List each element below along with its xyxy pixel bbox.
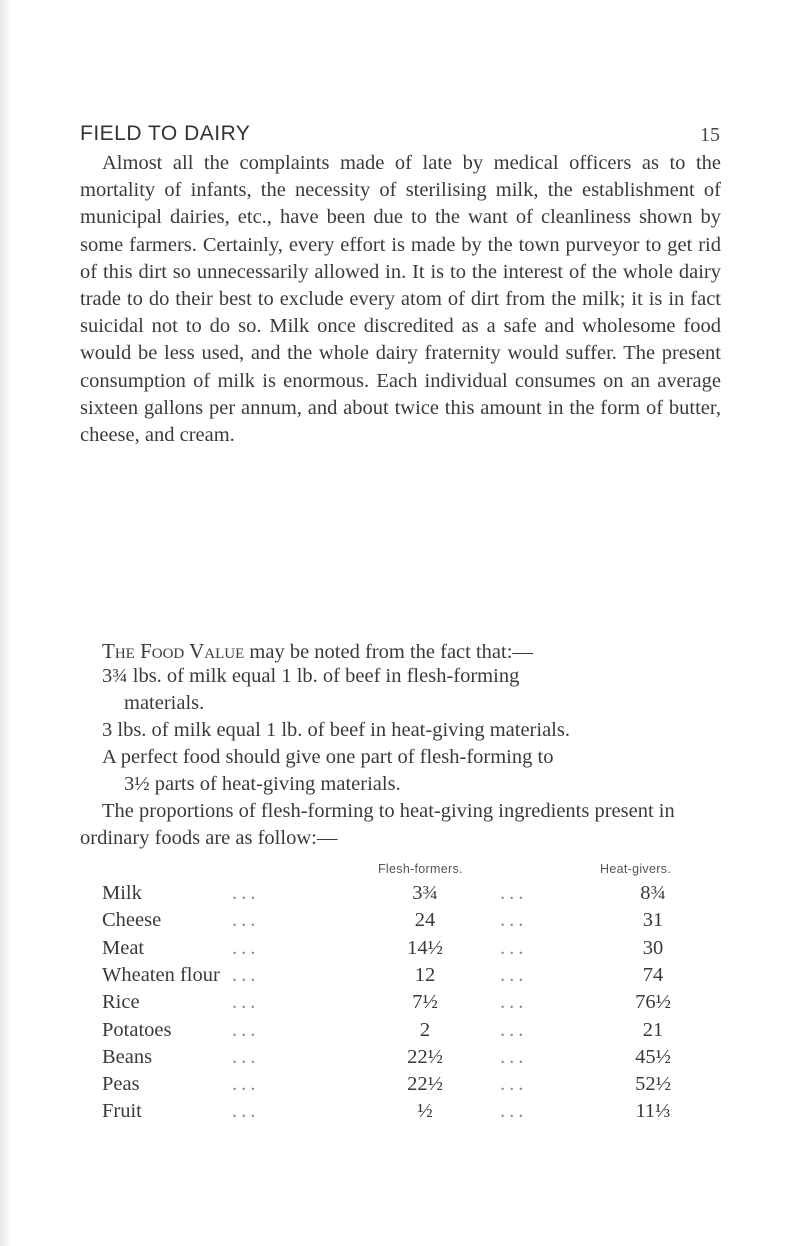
fact-item bbox=[102, 717, 722, 744]
leader-dots: ... bbox=[500, 1045, 528, 1068]
heat-givers-value: 21 bbox=[642, 1018, 664, 1041]
food-name: Meat bbox=[102, 936, 145, 959]
heat-givers-value: 8¾ bbox=[640, 882, 666, 904]
heat-givers-value: 30 bbox=[642, 936, 664, 959]
proportions-text: The proportions of flesh-forming to heat-giving ingredients present in ordinary foods are as follow:— bbox=[80, 800, 675, 849]
table-row bbox=[0, 937, 800, 965]
heat-givers-value: 11⅓ bbox=[635, 1100, 671, 1123]
fact-item bbox=[102, 663, 722, 717]
leader-dots: ... bbox=[232, 963, 260, 986]
table-row bbox=[0, 964, 800, 992]
flesh-formers-header: Flesh-formers. bbox=[378, 862, 463, 876]
fact-line: 3 lbs. of milk equal 1 lb. of beef in heat-giving materials. bbox=[102, 719, 570, 741]
flesh-formers-value: 2 bbox=[419, 1018, 431, 1041]
leader-dots: ... bbox=[232, 936, 260, 959]
leader-dots: ... bbox=[232, 1100, 260, 1123]
flesh-formers-value: 22½ bbox=[407, 1073, 443, 1096]
table-row bbox=[0, 1046, 800, 1074]
fact-line-continued: materials. bbox=[124, 692, 205, 714]
food-value-intro bbox=[102, 639, 722, 664]
food-name: Rice bbox=[102, 991, 140, 1014]
leader-dots: ... bbox=[232, 1045, 260, 1068]
fact-line-continued: 3½ parts of heat-giving materials. bbox=[124, 773, 401, 795]
food-name: Milk bbox=[102, 882, 142, 904]
table-header-row bbox=[0, 862, 800, 882]
heat-givers-value: 45½ bbox=[635, 1045, 671, 1068]
flesh-formers-value: ½ bbox=[417, 1100, 433, 1123]
table-row bbox=[0, 1073, 800, 1101]
food-name: Cheese bbox=[102, 909, 162, 932]
food-name: Peas bbox=[102, 1073, 140, 1096]
leader-dots: ... bbox=[500, 936, 528, 959]
leader-dots: ... bbox=[232, 909, 260, 932]
food-name: Potatoes bbox=[102, 1018, 172, 1041]
leader-dots: ... bbox=[500, 909, 528, 932]
leader-dots: ... bbox=[500, 991, 528, 1014]
heat-givers-header: Heat-givers. bbox=[600, 862, 671, 876]
page-number: 15 bbox=[700, 124, 720, 146]
flesh-formers-value: 7½ bbox=[412, 991, 438, 1014]
leader-dots: ... bbox=[500, 1018, 528, 1041]
heat-givers-value: 31 bbox=[642, 909, 664, 932]
running-head: FIELD TO DAIRY bbox=[80, 122, 251, 145]
leader-dots: ... bbox=[500, 1073, 528, 1096]
food-value-heading: The Food Value bbox=[102, 639, 245, 663]
body-paragraph bbox=[80, 150, 721, 449]
leader-dots: ... bbox=[232, 1073, 260, 1096]
flesh-formers-value: 14½ bbox=[407, 936, 443, 959]
table-row bbox=[0, 991, 800, 1019]
table-row bbox=[0, 882, 800, 910]
leader-dots: ... bbox=[232, 882, 260, 904]
heat-givers-value: 74 bbox=[642, 963, 664, 986]
leader-dots: ... bbox=[500, 1100, 528, 1123]
flesh-formers-value: 12 bbox=[414, 963, 436, 986]
food-name: Wheaten flour bbox=[102, 963, 220, 986]
flesh-formers-value: 3¾ bbox=[412, 882, 438, 904]
fact-item bbox=[102, 744, 722, 798]
flesh-formers-value: 24 bbox=[414, 909, 436, 932]
fact-line: A perfect food should give one part of flesh-forming to bbox=[102, 746, 554, 768]
food-value-intro-text: may be noted from the fact that:— bbox=[249, 641, 533, 663]
paragraph-text: Almost all the complaints made of late by medical officers as to the mortality of infants, the necessity of sterilising milk, the establishment of municipal dairies, etc., have been due to the want of cleanliness shown by some farmers. Certainly, every effort is made by the town purveyor to get rid of this dirt so unnecessarily allowed in. It is to the interest of the whole dairy trade to do their best to exclude every atom of dirt from the milk; it is in fact suicidal not to do so. Milk once discredited as a safe and wholesome food would be less used, and the whole dairy fraternity would suffer. The present consumption of milk is enormous. Each individual consumes on an average sixteen gallons per annum, and about twice this amount in the form of butter, cheese, and cream. bbox=[80, 152, 721, 447]
table-row bbox=[0, 1100, 800, 1128]
food-name: Beans bbox=[102, 1045, 153, 1068]
page-header bbox=[80, 122, 720, 152]
heat-givers-value: 76½ bbox=[635, 991, 671, 1014]
heat-givers-value: 52½ bbox=[635, 1073, 671, 1096]
leader-dots: ... bbox=[500, 963, 528, 986]
leader-dots: ... bbox=[232, 1018, 260, 1041]
fact-line: 3¾ lbs. of milk equal 1 lb. of beef in flesh-forming bbox=[102, 665, 520, 687]
table-row bbox=[0, 1019, 800, 1047]
leader-dots: ... bbox=[500, 882, 528, 904]
table-row bbox=[0, 909, 800, 937]
flesh-formers-value: 22½ bbox=[407, 1045, 443, 1068]
leader-dots: ... bbox=[232, 991, 260, 1014]
food-name: Fruit bbox=[102, 1100, 142, 1123]
